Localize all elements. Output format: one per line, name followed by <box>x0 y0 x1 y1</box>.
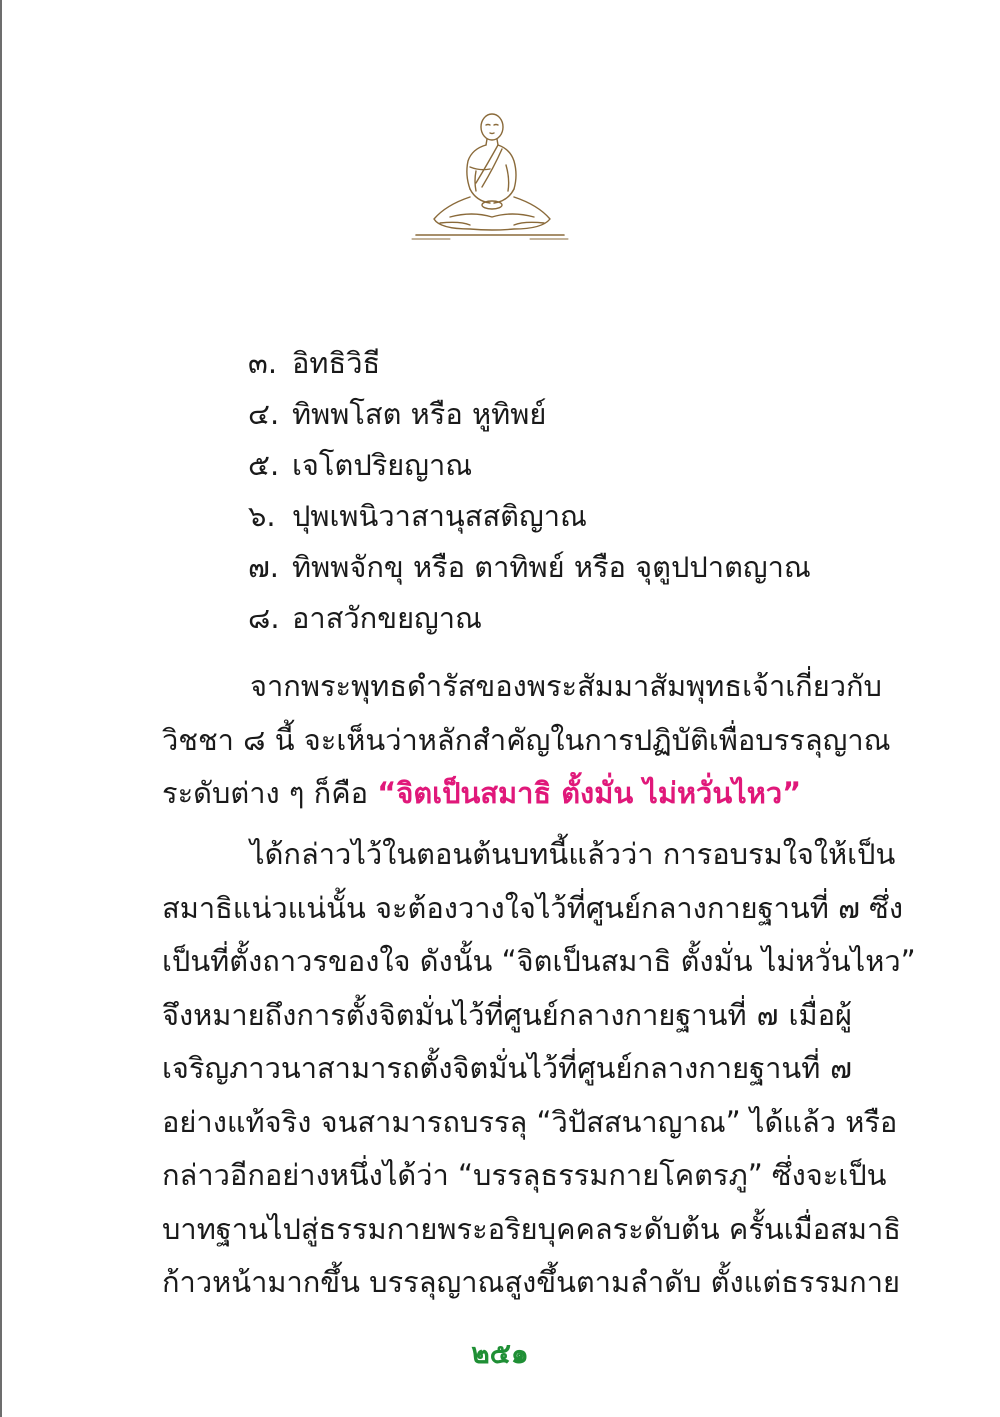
list-item <box>248 338 811 389</box>
list-item-number: ๕. <box>248 448 280 482</box>
paragraph-text: ระดับต่าง ๆ ก็คือ <box>162 776 378 810</box>
list-item-number: ๓. <box>248 346 278 380</box>
paragraph-line: เป็นที่ตั้งถาวรของใจ ดังนั้น “จิตเป็นสมาธิ ตั้งมั่น ไม่หวั่นไหว” <box>162 944 916 978</box>
paragraph-line: อย่างแท้จริง จนสามารถบรรลุ “วิปัสสนาญาณ” ได้แล้ว หรือ <box>162 1104 898 1139</box>
paragraph-line: สมาธิแน่วแน่นั้น จะต้องวางใจไว้ที่ศูนย์กลางกายฐานที่ ๗ ซึ่ง <box>162 890 903 925</box>
meditating-monk-illustration <box>410 105 570 250</box>
list-item-text: อาสวักขยญาณ <box>292 601 482 635</box>
paragraph-1 <box>162 660 891 821</box>
list-item-number: ๔. <box>248 397 280 431</box>
list-item <box>248 491 811 542</box>
paragraph-2 <box>162 828 916 1310</box>
paragraph-line: จากพระพุทธดำรัสของพระสัมมาสัมพุทธเจ้าเกี่ยวกับ <box>250 669 882 703</box>
list-item <box>248 542 811 593</box>
paragraph-line: บาทฐานไปสู่ธรรมกายพระอริยบุคคลระดับต้น ครั้นเมื่อสมาธิ <box>162 1211 901 1246</box>
list-item-number: ๘. <box>248 601 280 635</box>
page-edge <box>0 0 2 1417</box>
list-item <box>248 593 811 644</box>
list-item-text: อิทธิวิธี <box>292 346 381 380</box>
page-number: ๒๕๑ <box>471 1337 529 1370</box>
paragraph-line: ก้าวหน้ามากขึ้น บรรลุญาณสูงขึ้นตามลำดับ ตั้งแต่ธรรมกาย <box>162 1265 900 1299</box>
paragraph-line <box>162 767 852 821</box>
paragraph-line: กล่าวอีกอย่างหนึ่งได้ว่า “บรรลุธรรมกายโคตรภู” ซึ่งจะเป็น <box>162 1158 887 1192</box>
list-item-text: ทิพพโสต หรือ หูทิพย์ <box>292 397 547 431</box>
list-item-text: ทิพพจักขุ หรือ ตาทิพย์ หรือ จุตูปปาตญาณ <box>292 550 811 584</box>
list-item-text: ปุพเพนิวาสานุสสติญาณ <box>292 499 587 533</box>
list-item-number: ๗. <box>248 550 280 584</box>
vijja-list <box>248 338 811 644</box>
paragraph-line: จึงหมายถึงการตั้งจิตมั่นไว้ที่ศูนย์กลางกายฐานที่ ๗ เมื่อผู้ <box>162 997 852 1032</box>
paragraph-line: วิชชา ๘ นี้ จะเห็นว่าหลักสำคัญในการปฏิบัติเพื่อบรรลุญาณ <box>162 722 891 757</box>
list-item-number: ๖. <box>248 499 276 533</box>
list-item-text: เจโตปริยญาณ <box>292 448 473 482</box>
list-item <box>248 389 811 440</box>
highlighted-quote: “จิตเป็นสมาธิ ตั้งมั่น ไม่หวั่นไหว” <box>377 776 802 810</box>
paragraph-line: ได้กล่าวไว้ในตอนต้นบทนี้แล้วว่า การอบรมใจให้เป็น <box>250 837 896 871</box>
list-item <box>248 440 811 491</box>
paragraph-line: เจริญภาวนาสามารถตั้งจิตมั่นไว้ที่ศูนย์กลางกายฐานที่ ๗ <box>162 1051 852 1085</box>
